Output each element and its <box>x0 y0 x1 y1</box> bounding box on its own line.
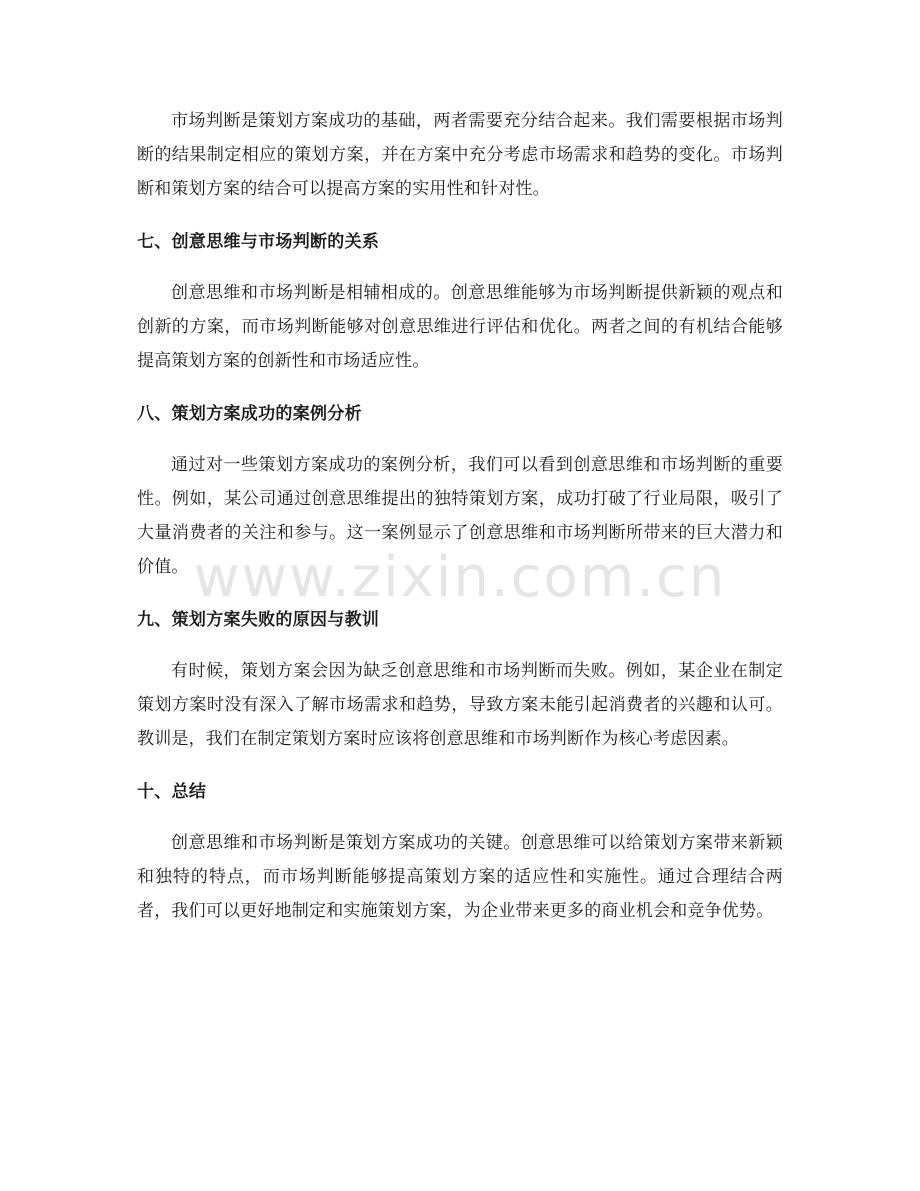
spacer <box>137 378 783 397</box>
intro-paragraph: 市场判断是策划方案成功的基础，两者需要充分结合起来。我们需要根据市场判断的结果制定相应的策划方案，并在方案中充分考虑市场需求和趋势的变化。市场判断和策划方案的结合可以提高方案的实用性和针对性。 <box>137 111 783 199</box>
spacer <box>137 584 783 603</box>
watermark: www.zixin.com.cn <box>193 545 727 610</box>
spacer <box>137 637 783 654</box>
section-heading-7: 七、创意思维与市场判断的关系 <box>137 232 380 252</box>
section-body-9: 有时候，策划方案会因为缺乏创意思维和市场判断而失败。例如，某企业在制定策划方案时没有深入了解市场需求和趋势，导致方案未能引起消费者的兴趣和认可。教训是，我们在制定策划方案时应该将创意思维和市场判断作为核心考虑因素。 <box>137 661 783 749</box>
spacer <box>137 206 783 225</box>
section-body-7: 创意思维和市场判断是相辅相成的。创意思维能够为市场判断提供新颖的观点和创新的方案，而市场判断能够对创意思维进行评估和优化。两者之间的有机结合能够提高策划方案的创新性和市场适应性。 <box>137 283 783 371</box>
document-page <box>137 104 783 928</box>
section-body-8: 通过对一些策划方案成功的案例分析，我们可以看到创意思维和市场判断的重要性。例如，某公司通过创意思维提出的独特策划方案，成功打破了行业局限，吸引了大量消费者的关注和参与。这一案例显示了创意思维和市场判断所带来的巨大潜力和价值。 <box>137 455 783 577</box>
spacer <box>137 809 783 826</box>
section-body-10: 创意思维和市场判断是策划方案成功的关键。创意思维可以给策划方案带来新颖和独特的特点，而市场判断能够提高策划方案的适应性和实施性。通过合理结合两者，我们可以更好地制定和实施策划方案，为企业带来更多的商业机会和竞争优势。 <box>137 833 783 921</box>
spacer <box>137 756 783 775</box>
spacer <box>137 259 783 276</box>
section-heading-9: 九、策划方案失败的原因与教训 <box>137 610 380 630</box>
section-heading-10: 十、总结 <box>137 782 207 802</box>
section-heading-8: 八、策划方案成功的案例分析 <box>137 404 362 424</box>
spacer <box>137 431 783 448</box>
